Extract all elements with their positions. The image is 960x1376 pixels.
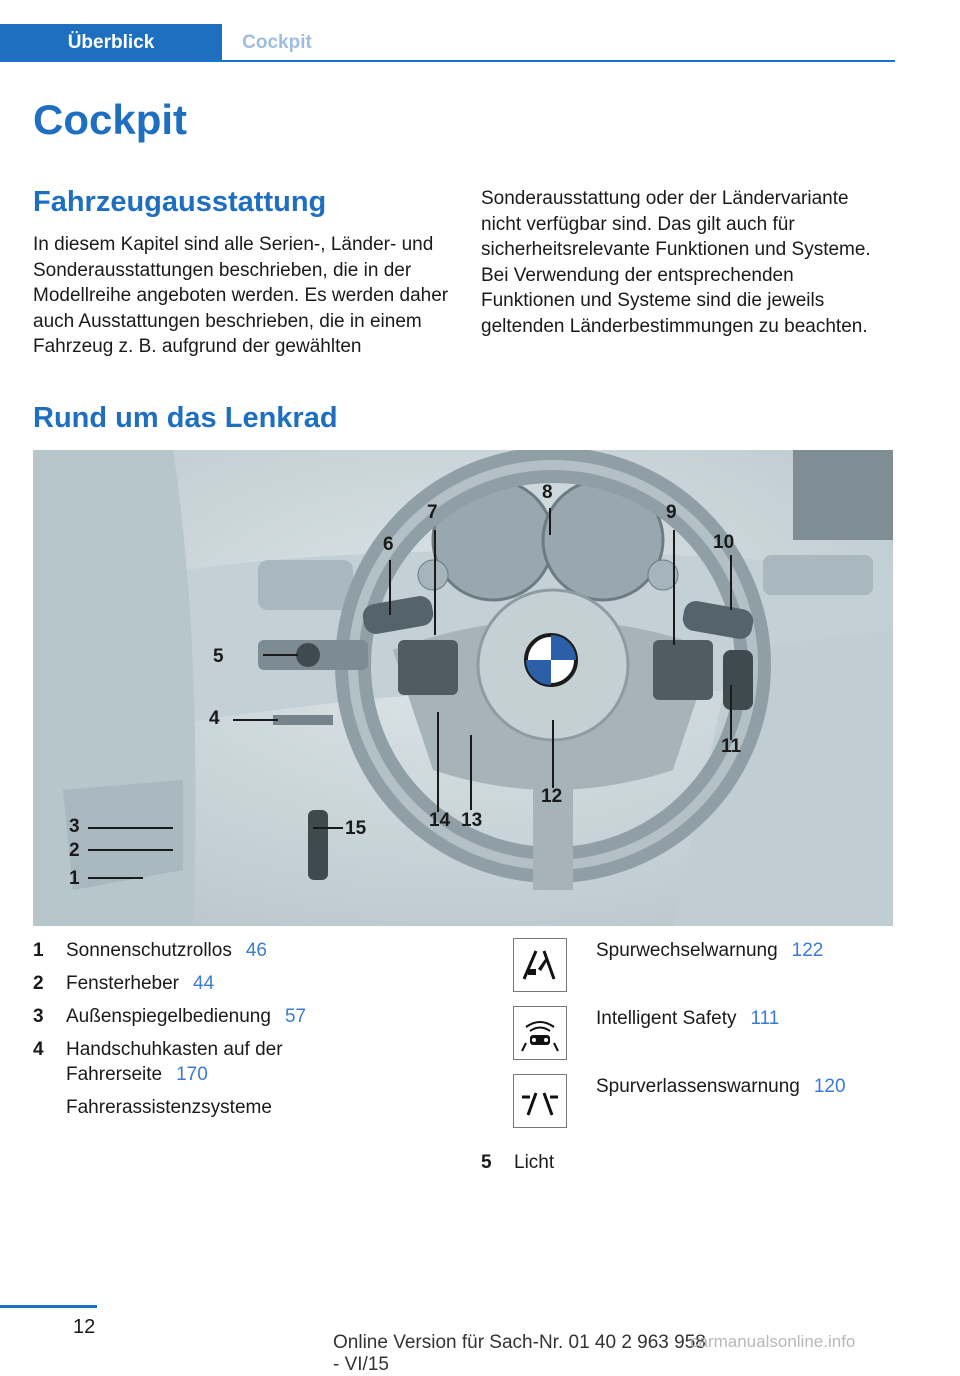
legend-row-lane-departure — [513, 1074, 913, 1130]
callout-1: 1 — [69, 868, 80, 889]
legend-row-intelligent-safety — [513, 1006, 913, 1062]
equipment-text-left: In diesem Kapitel sind alle Serien-, Länder- und Sonderausstattungen beschrieben, die in der Modellreihe angeboten werden. Es werden daher auch Ausstattungen beschrieben, die in einem Fahrzeug z. B. aufgrund der gewählten — [33, 234, 449, 357]
legend-right-item5 — [481, 1150, 881, 1183]
lane-change-warning-icon — [513, 938, 567, 992]
item-label: Licht — [514, 1152, 555, 1173]
page-ref-link[interactable]: 122 — [791, 940, 824, 961]
legend-left — [33, 938, 373, 1128]
callout-8: 8 — [542, 482, 553, 503]
item-number: 2 — [33, 973, 44, 994]
lane-departure-warning-icon — [513, 1074, 567, 1128]
callout-6: 6 — [383, 534, 394, 555]
page-ref-link[interactable]: 170 — [176, 1064, 208, 1085]
list-item — [33, 938, 373, 963]
page-ref-link[interactable]: 46 — [245, 940, 267, 961]
page-ref-link[interactable]: 44 — [193, 973, 215, 994]
tab-underline — [0, 60, 895, 62]
callout-9: 9 — [666, 502, 677, 523]
item-number: 5 — [481, 1152, 492, 1173]
callout-10: 10 — [713, 532, 735, 553]
list-item — [33, 1004, 373, 1029]
page-ref-link[interactable]: 57 — [284, 1006, 307, 1027]
header-tabbar — [0, 24, 895, 62]
legend-row-lane-change — [513, 938, 913, 994]
item-number: 4 — [33, 1039, 44, 1060]
callout-3: 3 — [69, 816, 80, 837]
item-label: Außenspiegelbedienung — [66, 1006, 271, 1027]
tab-ueberblick[interactable]: Überblick — [0, 24, 222, 62]
tab-cockpit[interactable]: Cockpit — [222, 24, 332, 62]
callout-7: 7 — [427, 502, 438, 523]
item-number: 1 — [33, 940, 44, 961]
item-label: Fahrerassistenzsysteme — [66, 1097, 272, 1118]
page-ref-link[interactable]: 111 — [750, 1008, 780, 1029]
list-item — [33, 1037, 373, 1087]
footer-text: Online Version für Sach-Nr. 01 40 2 963 958 - VI/15 — [333, 1332, 706, 1375]
callout-11: 11 — [721, 736, 742, 757]
callout-5: 5 — [213, 646, 224, 667]
section-heading-steering: Rund um das Lenkrad — [33, 402, 338, 434]
list-item — [481, 1150, 881, 1175]
item-label: Sonnenschutzrollos — [66, 940, 232, 961]
item-label: Handschuhkasten auf der Fahrerseite — [66, 1039, 283, 1085]
cockpit-illustration — [33, 450, 893, 926]
callout-15: 15 — [345, 818, 367, 839]
callout-4: 4 — [209, 708, 220, 729]
intelligent-safety-icon — [513, 1006, 567, 1060]
item-number: 3 — [33, 1006, 44, 1027]
page-number: 12 — [73, 1316, 96, 1338]
footer-rule — [0, 1305, 97, 1308]
legend-label: Intelligent Safety 111 — [596, 1008, 780, 1029]
section-heading-equipment: Fahrzeugausstattung — [33, 186, 327, 218]
list-item — [33, 1095, 373, 1120]
page-title: Cockpit — [33, 96, 188, 143]
legend-label: Spurverlassenswarnung 120 — [596, 1076, 846, 1097]
item-label: Fensterheber — [66, 973, 180, 994]
watermark: carmanualsonline.info — [690, 1332, 856, 1351]
callout-12: 12 — [541, 786, 563, 807]
list-item — [33, 971, 373, 996]
equipment-text-right: Sonderausstattung oder der Ländervariante nicht verfügbar sind. Das gilt auch für sicherheitsrelevante Funktionen und Systeme. Bei Verwendung der entsprechenden Funktionen und Systeme sind die jeweils geltenden Länderbestimmungen zu beachten. — [481, 188, 871, 337]
legend-label: Spurwechselwarnung 122 — [596, 940, 824, 961]
callout-13: 13 — [461, 810, 483, 831]
callout-14: 14 — [429, 810, 451, 831]
callout-2: 2 — [69, 840, 80, 861]
page-ref-link[interactable]: 120 — [813, 1076, 846, 1097]
